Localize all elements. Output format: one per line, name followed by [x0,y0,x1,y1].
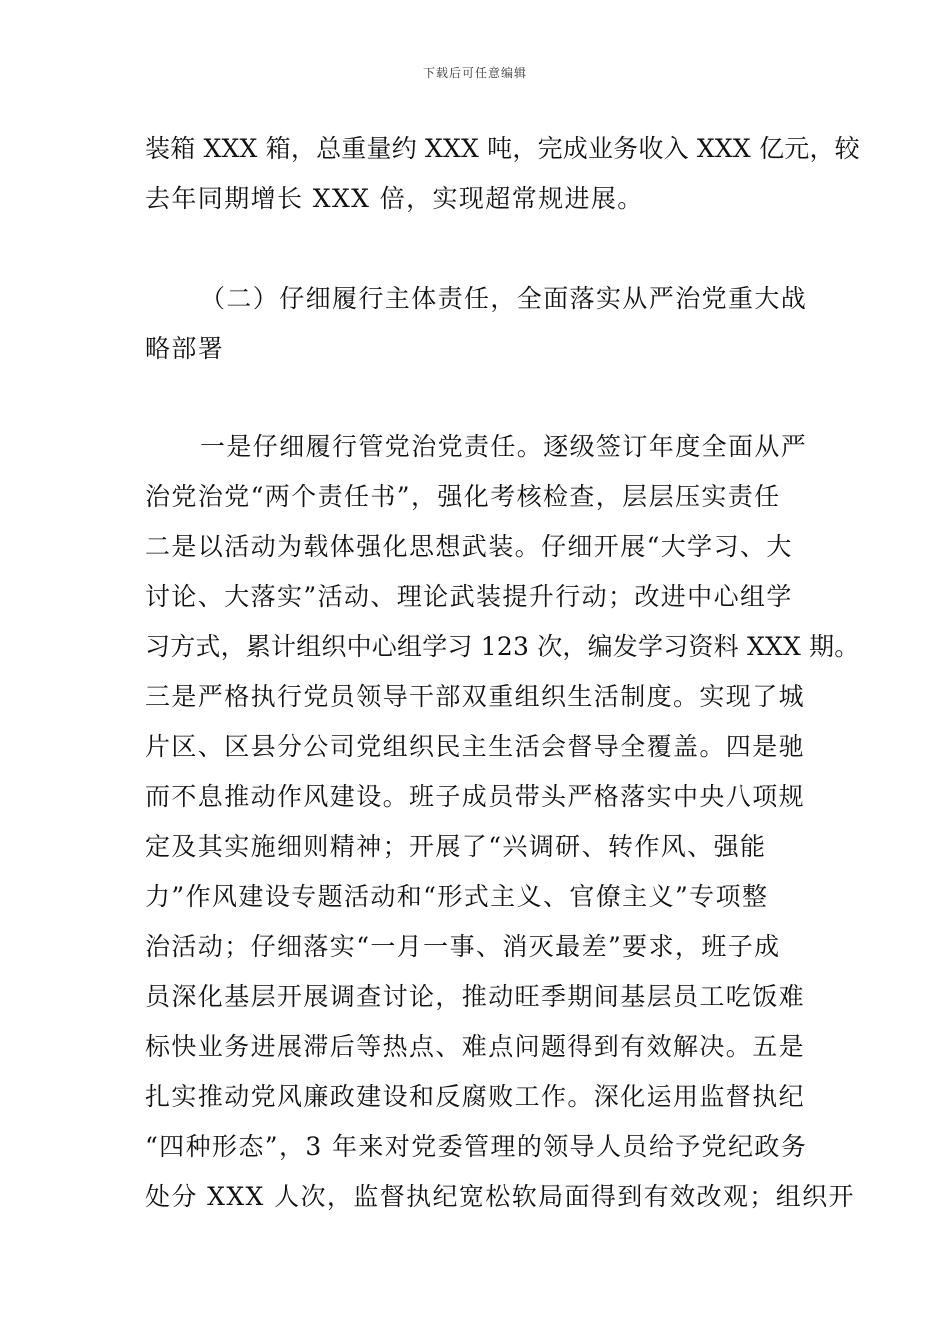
section-heading: 略部署 [145,334,225,363]
paragraph-line: 二是以活动为载体强化思想武装。仔细开展“大学习、大 [145,532,793,561]
section-heading: （二）仔细履行主体责任，全面落实从严治党重大战 [200,284,808,313]
paragraph-line: 一是仔细履行管党治党责任。逐级签订年度全面从严 [200,432,808,461]
page-header: 下载后可任意编辑 [422,66,527,80]
paragraph-line: 去年同期增长 XXX 倍，实现超常规进展。 [145,184,644,213]
paragraph-line: 标快业务进展滞后等热点、难点问题得到有效解决。五是 [145,1032,806,1061]
paragraph-line: 治活动；仔细落实“一月一事、消灭最差”要求，班子成 [145,932,781,961]
paragraph-line: 三是严格执行党员领导干部双重组织生活制度。实现了城 [145,682,806,711]
paragraph-line: 而不息推动作风建设。班子成员带头严格落实中央八项规 [145,782,806,811]
paragraph-line: 讨论、大落实”活动、理论武装提升行动；改进中心组学 [145,582,793,611]
paragraph-line: 扎实推动党风廉政建设和反腐败工作。深化运用监督执纪 [145,1082,806,1111]
paragraph-line: 力”作风建设专题活动和“形式主义、官僚主义”专项整 [145,882,769,911]
paragraph-line: 装箱 XXX 箱，总重量约 XXX 吨，完成业务收入 XXX 亿元，较 [145,134,860,163]
paragraph-line: 片区、区县分公司党组织民主生活会督导全覆盖。四是驰 [145,732,806,761]
paragraph-line: “四种形态”，3 年来对党委管理的领导人员给予党纪政务 [145,1132,808,1161]
paragraph-line: 定及其实施细则精神；开展了“兴调研、转作风、强能 [145,832,767,861]
paragraph-line: 治党治党“两个责任书”，强化考核检查，层层压实责任 [145,482,781,511]
paragraph-line: 处分 XXX 人次，监督执纪宽松软局面得到有效改观；组织开 [145,1182,855,1211]
paragraph-line: 习方式，累计组织中心组学习 123 次，编发学习资料 XXX 期。 [145,632,860,661]
paragraph-line: 员深化基层开展调查讨论，推动旺季期间基层员工吃饭难 [145,982,806,1011]
